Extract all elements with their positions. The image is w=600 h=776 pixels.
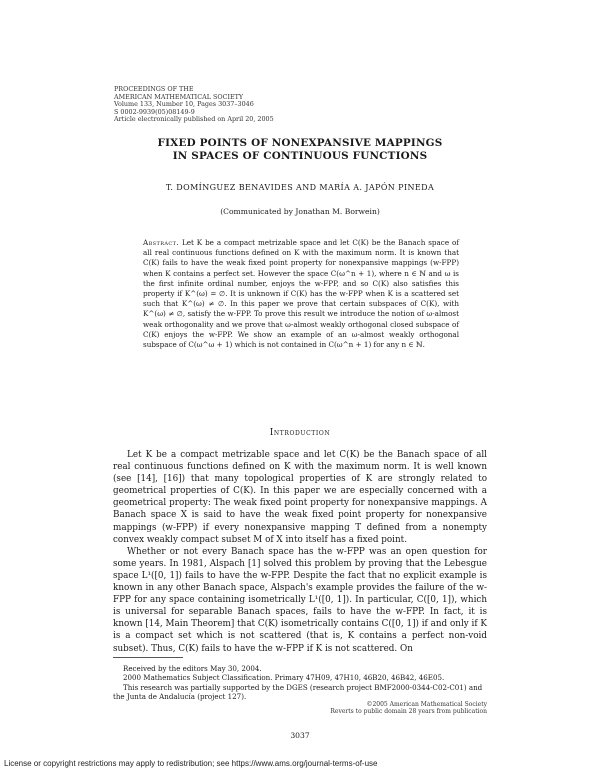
paper-title-line1: FIXED POINTS OF NONEXPANSIVE MAPPINGS [157,137,443,149]
abstract-label: Abstract. [143,238,180,247]
introduction-body [113,449,487,655]
license-note: License or copyright restrictions may apply to redistribution; see https://www.ams.org/journal-terms-of-use [4,759,378,768]
abstract [143,238,459,350]
page-number: 3037 [290,731,310,740]
footnotes [113,664,487,701]
paper-title [114,137,486,163]
copyright-line2: Reverts to public domain 28 years from publication [330,708,487,716]
footnote-divider [113,657,183,658]
journal-header [114,86,414,124]
issn-info: S 0002-9939(05)08149-9 [114,107,195,116]
publication-date: Article electronically published on April 20, 2005 [114,115,274,124]
communicated-by: (Communicated by Jonathan M. Borwein) [220,207,380,216]
paper-title-line2: IN SPACES OF CONTINUOUS FUNCTIONS [172,150,428,162]
footnote-msc: 2000 Mathematics Subject Classification. Primary 47H09, 47H10, 46B20, 46B42, 46E05. [123,673,445,683]
abstract-text: Let K be a compact metrizable space and let C(K) be the Banach space of all real continuous functions defined on K with the maximum norm. It is known that C(K) fails to have the weak fixed point property for nonexpansive mappings (w-FPP) when K contains a perfect set. However the space C(ω^n + 1), where n ∈ ℕ and ω is the first infinite ordinal number, enjoys the w-FPP, and so C(K) also satisfies this property if K^(ω) = ∅. It is unknown if C(K) has the w-FPP when K is a scattered set such that K^(ω) ≠ ∅. In this paper we prove that certain subspaces of C(K), with K^(ω) ≠ ∅, satisfy the w-FPP. To prove this result we introduce the notion of ω-almost weak orthogonality and we prove that ω-almost weakly orthogonal closed subspace of C(K) enjoys the w-FPP. We show an example of an ω-almost weakly orthogonal subspace of C(ω^ω + 1) which is not contained in C(ω^n + 1) for any n ∈ ℕ. [143,238,459,350]
journal-name-line2: AMERICAN MATHEMATICAL SOCIETY [114,92,244,101]
paper-authors: T. DOMÍNGUEZ BENAVIDES AND MARÍA A. JAPÓN PINEDA [165,183,435,192]
journal-name-line1: PROCEEDINGS OF THE [114,85,194,93]
body-paragraph-2: Whether or not every Banach space has the w-FPP was an open question for some years. In 1981, Alspach [1] solved this problem by proving that the Lebesgue space L¹([0, 1]) fails to have the w-FPP. Despite the fact that no explicit example is known in any other Banach space, Alspach's example provides the failure of the w-FPP for any space containing isometrically L¹([0, 1]). In particular, C([0, 1]), which is universal for separable Banach spaces, fails to have the w-FPP. In fact, it is known [14, Main Theorem] that C(K) isometrically contains C([0, 1]) if and only if K is a compact set which is not scattered (that is, K contains a perfect non-void subset). Thus, C(K) fails to have the w-FPP if K is not scattered. On [113,546,487,654]
volume-info: Volume 133, Number 10, Pages 3037–3046 [114,100,254,109]
copyright-line1: ©2005 American Mathematical Society [366,701,487,708]
footnote-received: Received by the editors May 30, 2004. [123,664,262,673]
footnote-support: This research was partially supported by the DGES (research project BMF2000-0344-C02-C01) and the Junta de Andalucía (project 127). [113,682,483,701]
section-heading-introduction: Introduction [269,428,331,438]
body-paragraph-1: Let K be a compact metrizable space and let C(K) be the Banach space of all real continuous functions defined on K with the maximum norm. It is well known (see [14], [16]) that many topological properties of K are strongly related to geometrical properties of C(K). In this paper we are especially concerned with a geometrical property: The weak fixed point property for nonexpansive mappings. A Banach space X is said to have the weak fixed point property for nonexpansive mappings (w-FPP) if every nonexpansive mapping T defined from a nonempty convex weakly compact subset M of X into itself has a fixed point. [113,450,487,545]
copyright-notice [187,701,487,715]
